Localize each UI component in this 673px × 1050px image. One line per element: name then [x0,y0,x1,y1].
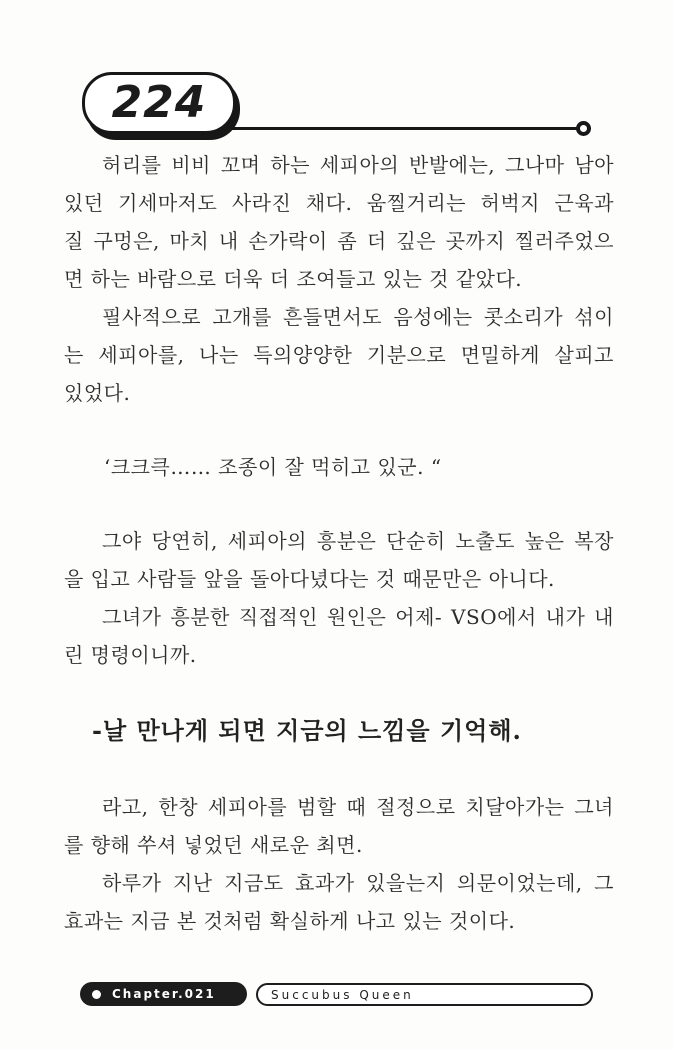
page-number: 224 [111,76,207,128]
text-line: 그녀가 흥분한 직접적인 원인은 어제- VSO에서 내가 내 [102,605,614,629]
quote-line [64,448,614,486]
text-line: 하루가 지난 지금도 효과가 있을는지 의문이었는데, 그 [102,871,614,895]
text-line: -날 만나게 되면 지금의 느낌을 기억해. [92,716,522,745]
text-line: 면 하는 바람으로 더욱 더 조여들고 있는 것 같았다. [64,267,523,291]
text-line: 질 구멍은, 마치 내 손가락이 좀 더 깊은 곳까지 찔러주었으 [64,229,614,253]
paragraph [64,298,614,412]
text-line: 필사적으로 고개를 흔들면서도 음성에는 콧소리가 섞이 [102,305,614,329]
header-rule [222,127,580,130]
header-ring-icon [576,121,591,136]
chapter-badge [80,982,247,1006]
text-line: 를 향해 쑤셔 넣었던 새로운 최면. [64,833,363,857]
text-line: 그야 당연히, 세피아의 흥분은 단순히 노출도 높은 복장 [102,529,614,553]
text-line: 을 입고 사람들 앞을 돌아다녔다는 것 때문만은 아니다. [64,567,555,591]
text-line: 린 명령이니까. [64,643,197,667]
series-badge [256,983,593,1006]
bullet-dot-icon [92,990,101,999]
page-body [64,146,614,940]
text-line: ‘크크큭…… 조종이 잘 먹히고 있군. “ [104,455,442,479]
text-line: 있었다. [64,381,131,405]
emphasis-line [64,710,614,752]
page-number-badge [82,72,236,134]
text-line: 라고, 한창 세피아를 범할 때 절정으로 치달아가는 그녀 [102,795,614,819]
chapter-label: Chapter.021 [112,987,216,1001]
series-label: Succubus Queen [271,987,414,1002]
text-line: 효과는 지금 본 것처럼 확실하게 나고 있는 것이다. [64,909,516,933]
paragraph [64,598,614,674]
text-line: 는 세피아를, 나는 득의양양한 기분으로 면밀하게 살피고 [64,343,614,367]
paragraph [64,788,614,940]
paragraph [64,522,614,598]
text-line: 있던 기세마저도 사라진 채다. 움찔거리는 허벅지 근육과 [64,191,614,215]
paragraph [64,146,614,298]
text-line: 허리를 비비 꼬며 하는 세피아의 반발에는, 그나마 남아 [102,153,614,177]
